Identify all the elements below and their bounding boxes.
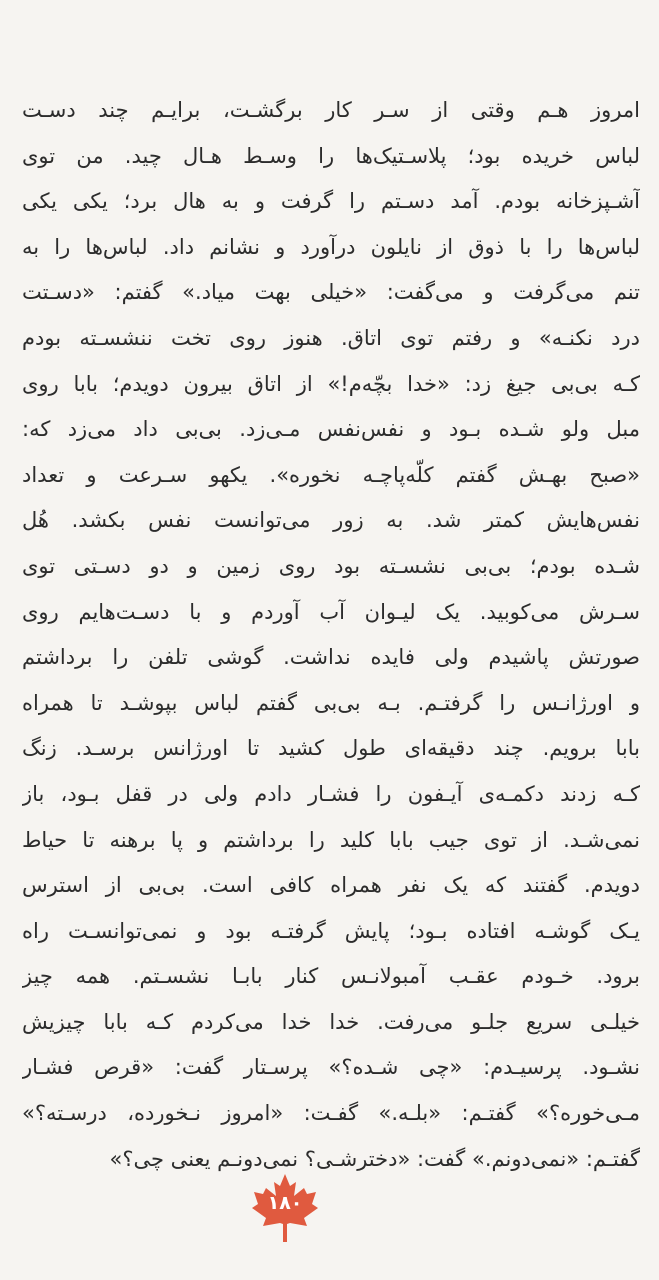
text-line: سـرش می‌کوبید. یک لیـوان آب آوردم و با دسـت‌هایم روی — [22, 599, 640, 624]
text-line: نشـود. پرسیـدم: «چی شـده؟» پرسـتار گفت: «قرص فشـار — [22, 1055, 640, 1080]
text-line: امروز هـم وقتی از سـر کار برگشـت، برایـم چند دسـت — [22, 98, 640, 122]
text-line: لباس خریده بود؛ پلاسـتیک‌ها را وسـط هـال چید. من توی — [22, 143, 640, 168]
text-line: مبل ولو شـده بـود و نفس‌نفس مـی‌زد. بی‌بی داد می‌زد که: — [22, 417, 640, 442]
text-line: مـی‌خوره؟» گفتـم: «بلـه.» گفـت: «امروز نـخورده، درسـته؟» — [22, 1101, 640, 1126]
text-line: برود. خـودم عقـب آمبولانـس کنار بابـا نشسـتم. همه چیز — [22, 964, 640, 989]
text-line: درد نکنـه» و رفتم توی اتاق. هنوز روی تخت ننشسـته بودم — [22, 325, 640, 350]
text-line: «صبح بهـش گفتم کلّه‌پاچـه نخوره». یکهو سـرعت و تعداد — [22, 462, 640, 487]
text-line: یـک گوشـه افتاده بـود؛ پایش گرفتـه بود و نمی‌توانسـت راه — [22, 918, 640, 943]
text-line: نفس‌هایش کمتر شد. به زور می‌توانست نفس بکشد. هُل — [22, 508, 640, 533]
text-line: خیلـی سریع جلـو می‌رفت. خدا خدا می‌کردم کـه بابا چیزیش — [22, 1009, 640, 1034]
text-line: گفتـم: «نمی‌دونم.» گفت: «دخترشـی؟ نمی‌دونـم یعنی چی؟» — [109, 1146, 640, 1171]
page-body-text — [22, 88, 640, 1182]
text-line: و اورژانـس را گرفتـم. بـه بی‌بی گفتم لباس بپوشـد تا همراه — [22, 690, 640, 715]
text-line: کـه بی‌بی جیغ زد: «خدا بچّه‌م!» از اتاق بیرون دویدم؛ بابا روی — [22, 371, 640, 396]
text-line: صورتش پاشیدم ولی فایده نداشت. گوشی تلفن را برداشتم — [22, 645, 640, 670]
text-line: لباس‌ها را با ذوق از نایلون درآورد و نشانم داد. لباس‌ها را به — [22, 234, 640, 259]
text-line: آشـپزخانه بودم. آمد دسـتم را گرفت و به هال برد؛ یکی یکی — [22, 189, 640, 214]
text-line: دویدم. گفتند که یک نفر همراه کافی است. بی‌بی از استرس — [22, 873, 640, 898]
text-line: بابا برویم. چند دقیقه‌ای طول کشید تا اورژانس برسـد. زنگ — [22, 736, 640, 761]
text-line: کـه زدند دکمـه‌ی آیـفون را فشـار دادم ولی در قفل بـود، باز — [22, 781, 640, 806]
text-line: نمی‌شـد. از توی جیب بابا کلید را برداشتم و پا برهنه تا حیاط — [22, 827, 640, 852]
text-line: شـده بودم؛ بی‌بی نشسـته بود روی زمین و دو دسـتی توی — [22, 553, 640, 578]
text-line: تنم می‌گرفت و می‌گفت: «خیلی بهت میاد.» گفتم: «دسـتت — [22, 280, 640, 305]
page-number-badge — [250, 1172, 320, 1244]
page-number: ۱۸۰ — [267, 1192, 303, 1214]
